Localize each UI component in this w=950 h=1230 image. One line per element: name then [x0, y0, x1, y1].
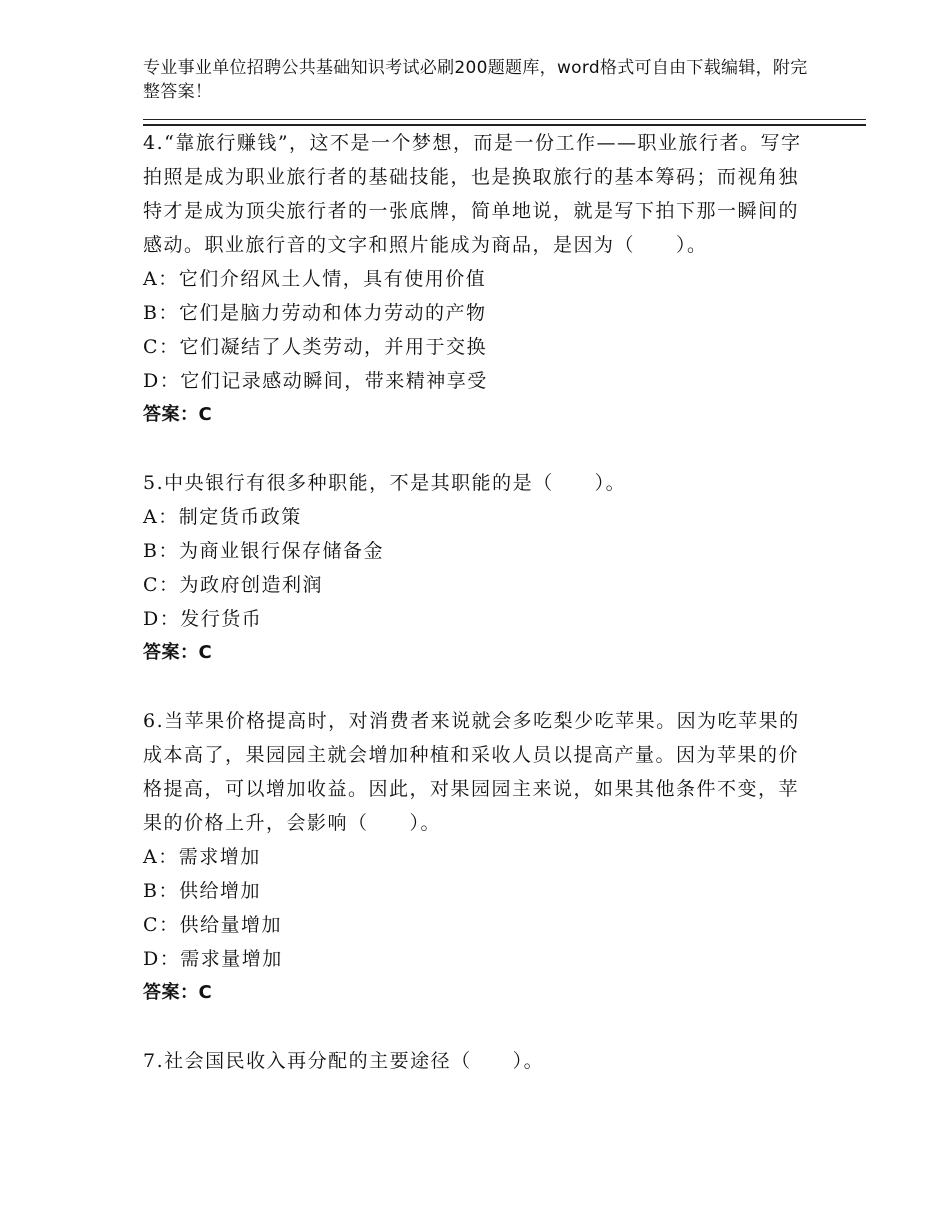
option-b: B：它们是脑力劳动和体力劳动的产物: [143, 302, 487, 324]
option-c: C：为政府创造利润: [143, 574, 324, 596]
header-divider: [143, 119, 866, 126]
option-c: C：它们凝结了人类劳动，并用于交换: [143, 336, 488, 358]
question-6: [143, 704, 803, 1010]
answer-label: 答案：C: [143, 404, 213, 425]
question-list: [143, 126, 803, 1078]
option-d: D：发行货币: [143, 608, 263, 630]
answer-label: 答案：C: [143, 642, 213, 663]
answer-label: 答案：C: [143, 982, 213, 1003]
page-header: 专业事业单位招聘公共基础知识考试必刷200题题库，word格式可自由下载编辑，附完整答案！: [143, 58, 808, 102]
question-stem: 5.中央银行有很多种职能，不是其职能的是（ ）。: [143, 472, 627, 494]
option-b: B：供给增加: [143, 880, 261, 902]
option-b: B：为商业银行保存储备金: [143, 540, 384, 562]
question-4: [143, 126, 803, 432]
question-5: [143, 466, 803, 670]
option-a: A：它们介绍风土人情，具有使用价值: [143, 268, 487, 290]
question-7: [143, 1044, 803, 1078]
spacer: [143, 1010, 803, 1044]
question-stem: 7.社会国民收入再分配的主要途径（ ）。: [143, 1050, 545, 1072]
spacer: [143, 432, 803, 466]
question-stem: 6.当苹果价格提高时，对消费者来说就会多吃梨少吃苹果。因为吃苹果的成本高了，果园园主就会增加种植和采收人员以提高产量。因为苹果的价格提高，可以增加收益。因此，对果园园主来说，如果其他条件不变，苹果的价格上升，会影响（ ）。: [143, 710, 800, 834]
spacer: [143, 670, 803, 704]
option-a: A：需求增加: [143, 846, 261, 868]
option-a: A：制定货币政策: [143, 506, 302, 528]
option-d: D：它们记录感动瞬间，带来精神享受: [143, 370, 488, 392]
option-c: C：供给量增加: [143, 914, 283, 936]
option-d: D：需求量增加: [143, 948, 283, 970]
question-stem: 4.“靠旅行赚钱”，这不是一个梦想，而是一份工作——职业旅行者。写字拍照是成为职业旅行者的基础技能，也是换取旅行的基本筹码；而视角独特才是成为顶尖旅行者的一张底牌，简单地说，就是写下拍下那一瞬间的感动。职业旅行音的文字和照片能成为商品，是因为（ ）。: [143, 132, 802, 256]
